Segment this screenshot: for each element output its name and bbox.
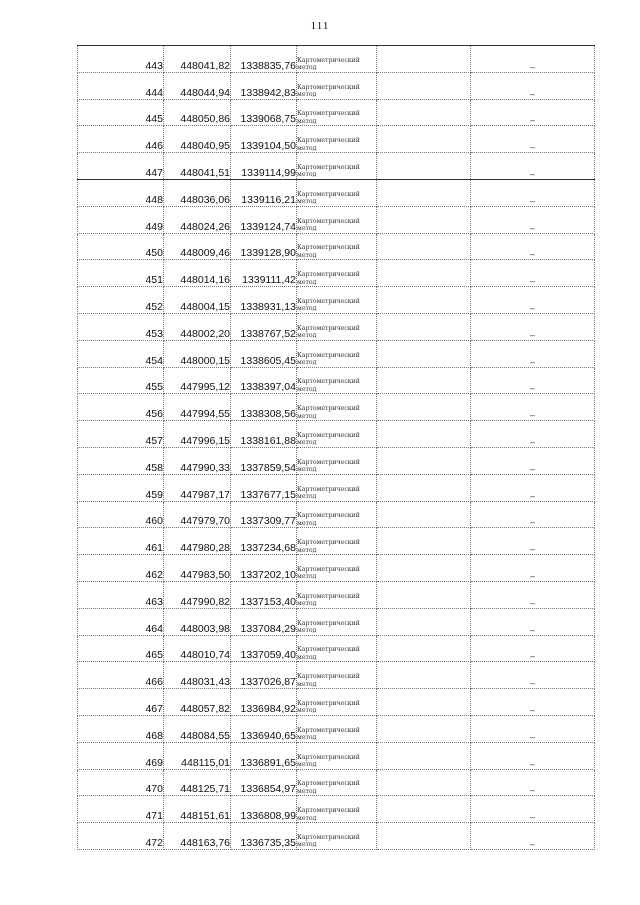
x-coordinate-cell: 447990,82 — [164, 581, 231, 608]
x-coordinate-cell: 448010,74 — [164, 635, 231, 662]
y-coordinate-cell: 1337153,40 — [231, 581, 297, 608]
method-cell: Картометрический метод — [297, 635, 377, 662]
x-coordinate-cell: 448125,71 — [164, 769, 231, 796]
point-number-cell: 465 — [78, 635, 164, 662]
x-coordinate-cell: 448014,16 — [164, 260, 231, 287]
y-coordinate-cell: 1336735,35 — [231, 823, 297, 850]
note-cell: – — [471, 233, 595, 260]
x-coordinate-cell: 448057,82 — [164, 689, 231, 716]
note-cell: – — [471, 46, 595, 73]
y-coordinate-cell: 1339128,90 — [231, 233, 297, 260]
point-number-cell: 467 — [78, 689, 164, 716]
x-coordinate-cell: 448050,86 — [164, 99, 231, 126]
point-number-cell: 444 — [78, 72, 164, 99]
method-cell: Картометрический метод — [297, 796, 377, 823]
method-cell: Картометрический метод — [297, 769, 377, 796]
method-cell: Картометрический метод — [297, 99, 377, 126]
coordinates-table — [77, 45, 595, 850]
method-cell: Картометрический метод — [297, 340, 377, 367]
x-coordinate-cell: 448024,26 — [164, 206, 231, 233]
note-cell: – — [471, 394, 595, 421]
method-cell: Картометрический метод — [297, 689, 377, 716]
point-number-cell: 454 — [78, 340, 164, 367]
empty-cell — [377, 394, 471, 421]
y-coordinate-cell: 1339116,21 — [231, 179, 297, 206]
note-cell: – — [471, 99, 595, 126]
table-row — [78, 474, 595, 501]
method-cell: Картометрический метод — [297, 179, 377, 206]
table-row — [78, 233, 595, 260]
method-cell: Картометрический метод — [297, 153, 377, 180]
table-row — [78, 555, 595, 582]
table-row — [78, 635, 595, 662]
empty-cell — [377, 742, 471, 769]
method-cell: Картометрический метод — [297, 474, 377, 501]
note-cell: – — [471, 823, 595, 850]
x-coordinate-cell: 448115,01 — [164, 742, 231, 769]
note-cell: – — [471, 715, 595, 742]
empty-cell — [377, 46, 471, 73]
table-row — [78, 715, 595, 742]
table-row — [78, 501, 595, 528]
point-number-cell: 443 — [78, 46, 164, 73]
point-number-cell: 469 — [78, 742, 164, 769]
note-cell: – — [471, 608, 595, 635]
point-number-cell: 470 — [78, 769, 164, 796]
note-cell: – — [471, 447, 595, 474]
table-row — [78, 528, 595, 555]
x-coordinate-cell: 448000,15 — [164, 340, 231, 367]
point-number-cell: 468 — [78, 715, 164, 742]
table-row — [78, 421, 595, 448]
point-number-cell: 445 — [78, 99, 164, 126]
point-number-cell: 460 — [78, 501, 164, 528]
y-coordinate-cell: 1337084,29 — [231, 608, 297, 635]
table-row — [78, 72, 595, 99]
y-coordinate-cell: 1337859,54 — [231, 447, 297, 474]
y-coordinate-cell: 1338931,13 — [231, 287, 297, 314]
note-cell: – — [471, 313, 595, 340]
table-row — [78, 126, 595, 153]
table-row — [78, 367, 595, 394]
note-cell: – — [471, 179, 595, 206]
x-coordinate-cell: 448044,94 — [164, 72, 231, 99]
method-cell: Картометрический метод — [297, 501, 377, 528]
empty-cell — [377, 126, 471, 153]
point-number-cell: 463 — [78, 581, 164, 608]
y-coordinate-cell: 1339068,75 — [231, 99, 297, 126]
note-cell: – — [471, 206, 595, 233]
table-row — [78, 46, 595, 73]
note-cell: – — [471, 635, 595, 662]
table-row — [78, 153, 595, 180]
point-number-cell: 455 — [78, 367, 164, 394]
y-coordinate-cell: 1336808,99 — [231, 796, 297, 823]
table-row — [78, 340, 595, 367]
point-number-cell: 446 — [78, 126, 164, 153]
y-coordinate-cell: 1336891,65 — [231, 742, 297, 769]
x-coordinate-cell: 447983,50 — [164, 555, 231, 582]
x-coordinate-cell: 447990,33 — [164, 447, 231, 474]
point-number-cell: 449 — [78, 206, 164, 233]
y-coordinate-cell: 1337234,68 — [231, 528, 297, 555]
y-coordinate-cell: 1337026,87 — [231, 662, 297, 689]
table-row — [78, 769, 595, 796]
point-number-cell: 447 — [78, 153, 164, 180]
point-number-cell: 459 — [78, 474, 164, 501]
note-cell: – — [471, 72, 595, 99]
method-cell: Картометрический метод — [297, 662, 377, 689]
x-coordinate-cell: 447996,15 — [164, 421, 231, 448]
method-cell: Картометрический метод — [297, 742, 377, 769]
note-cell: – — [471, 340, 595, 367]
x-coordinate-cell: 447995,12 — [164, 367, 231, 394]
note-cell: – — [471, 260, 595, 287]
empty-cell — [377, 769, 471, 796]
y-coordinate-cell: 1338767,52 — [231, 313, 297, 340]
empty-cell — [377, 206, 471, 233]
empty-cell — [377, 179, 471, 206]
method-cell: Картометрический метод — [297, 206, 377, 233]
page-number: 111 — [310, 20, 330, 32]
x-coordinate-cell: 448031,43 — [164, 662, 231, 689]
y-coordinate-cell: 1338161,88 — [231, 421, 297, 448]
point-number-cell: 450 — [78, 233, 164, 260]
coordinates-table-body — [78, 46, 595, 850]
note-cell: – — [471, 367, 595, 394]
empty-cell — [377, 72, 471, 99]
note-cell: – — [471, 287, 595, 314]
point-number-cell: 466 — [78, 662, 164, 689]
point-number-cell: 457 — [78, 421, 164, 448]
x-coordinate-cell: 448009,46 — [164, 233, 231, 260]
x-coordinate-cell: 448002,20 — [164, 313, 231, 340]
empty-cell — [377, 447, 471, 474]
empty-cell — [377, 153, 471, 180]
y-coordinate-cell: 1336940,65 — [231, 715, 297, 742]
point-number-cell: 453 — [78, 313, 164, 340]
empty-cell — [377, 528, 471, 555]
x-coordinate-cell: 448003,98 — [164, 608, 231, 635]
note-cell: – — [471, 796, 595, 823]
y-coordinate-cell: 1339114,99 — [231, 153, 297, 180]
y-coordinate-cell: 1338397,04 — [231, 367, 297, 394]
method-cell: Картометрический метод — [297, 367, 377, 394]
method-cell: Картометрический метод — [297, 313, 377, 340]
note-cell: – — [471, 742, 595, 769]
point-number-cell: 451 — [78, 260, 164, 287]
note-cell: – — [471, 528, 595, 555]
empty-cell — [377, 715, 471, 742]
empty-cell — [377, 99, 471, 126]
empty-cell — [377, 340, 471, 367]
method-cell: Картометрический метод — [297, 126, 377, 153]
method-cell: Картометрический метод — [297, 260, 377, 287]
y-coordinate-cell: 1336984,92 — [231, 689, 297, 716]
point-number-cell: 472 — [78, 823, 164, 850]
x-coordinate-cell: 448004,15 — [164, 287, 231, 314]
table-row — [78, 206, 595, 233]
y-coordinate-cell: 1339111,42 — [231, 260, 297, 287]
point-number-cell: 448 — [78, 179, 164, 206]
note-cell: – — [471, 581, 595, 608]
empty-cell — [377, 608, 471, 635]
table-row — [78, 796, 595, 823]
empty-cell — [377, 796, 471, 823]
empty-cell — [377, 233, 471, 260]
y-coordinate-cell: 1337059,40 — [231, 635, 297, 662]
table-row — [78, 608, 595, 635]
empty-cell — [377, 287, 471, 314]
y-coordinate-cell: 1339124,74 — [231, 206, 297, 233]
empty-cell — [377, 662, 471, 689]
y-coordinate-cell: 1337309,77 — [231, 501, 297, 528]
y-coordinate-cell: 1338942,83 — [231, 72, 297, 99]
table-row — [78, 99, 595, 126]
table-row — [78, 179, 595, 206]
x-coordinate-cell: 447979,70 — [164, 501, 231, 528]
y-coordinate-cell: 1338835,76 — [231, 46, 297, 73]
method-cell: Картометрический метод — [297, 72, 377, 99]
method-cell: Картометрический метод — [297, 233, 377, 260]
empty-cell — [377, 823, 471, 850]
table-row — [78, 313, 595, 340]
empty-cell — [377, 260, 471, 287]
note-cell: – — [471, 474, 595, 501]
x-coordinate-cell: 447980,28 — [164, 528, 231, 555]
empty-cell — [377, 421, 471, 448]
x-coordinate-cell: 448084,55 — [164, 715, 231, 742]
method-cell: Картометрический метод — [297, 528, 377, 555]
method-cell: Картометрический метод — [297, 555, 377, 582]
note-cell: – — [471, 126, 595, 153]
empty-cell — [377, 555, 471, 582]
empty-cell — [377, 474, 471, 501]
point-number-cell: 464 — [78, 608, 164, 635]
empty-cell — [377, 313, 471, 340]
note-cell: – — [471, 769, 595, 796]
method-cell: Картометрический метод — [297, 715, 377, 742]
note-cell: – — [471, 421, 595, 448]
x-coordinate-cell: 448040,95 — [164, 126, 231, 153]
note-cell: – — [471, 662, 595, 689]
table-row — [78, 662, 595, 689]
table-row — [78, 394, 595, 421]
method-cell: Картометрический метод — [297, 287, 377, 314]
empty-cell — [377, 501, 471, 528]
method-cell: Картометрический метод — [297, 823, 377, 850]
y-coordinate-cell: 1338308,56 — [231, 394, 297, 421]
table-row — [78, 260, 595, 287]
method-cell: Картометрический метод — [297, 394, 377, 421]
method-cell: Картометрический метод — [297, 46, 377, 73]
point-number-cell: 461 — [78, 528, 164, 555]
x-coordinate-cell: 448151,61 — [164, 796, 231, 823]
x-coordinate-cell: 447987,17 — [164, 474, 231, 501]
point-number-cell: 471 — [78, 796, 164, 823]
y-coordinate-cell: 1336854,97 — [231, 769, 297, 796]
empty-cell — [377, 367, 471, 394]
point-number-cell: 462 — [78, 555, 164, 582]
empty-cell — [377, 581, 471, 608]
x-coordinate-cell: 448041,51 — [164, 153, 231, 180]
method-cell: Картометрический метод — [297, 421, 377, 448]
note-cell: – — [471, 501, 595, 528]
table-row — [78, 447, 595, 474]
note-cell: – — [471, 153, 595, 180]
y-coordinate-cell: 1339104,50 — [231, 126, 297, 153]
empty-cell — [377, 689, 471, 716]
table-row — [78, 742, 595, 769]
point-number-cell: 452 — [78, 287, 164, 314]
table-row — [78, 287, 595, 314]
x-coordinate-cell: 448041,82 — [164, 46, 231, 73]
x-coordinate-cell: 448163,76 — [164, 823, 231, 850]
point-number-cell: 456 — [78, 394, 164, 421]
x-coordinate-cell: 447994,55 — [164, 394, 231, 421]
table-row — [78, 689, 595, 716]
point-number-cell: 458 — [78, 447, 164, 474]
note-cell: – — [471, 555, 595, 582]
y-coordinate-cell: 1337202,10 — [231, 555, 297, 582]
empty-cell — [377, 635, 471, 662]
table-row — [78, 823, 595, 850]
method-cell: Картометрический метод — [297, 608, 377, 635]
note-cell: – — [471, 689, 595, 716]
y-coordinate-cell: 1337677,15 — [231, 474, 297, 501]
x-coordinate-cell: 448036,06 — [164, 179, 231, 206]
table-row — [78, 581, 595, 608]
method-cell: Картометрический метод — [297, 447, 377, 474]
method-cell: Картометрический метод — [297, 581, 377, 608]
y-coordinate-cell: 1338605,45 — [231, 340, 297, 367]
